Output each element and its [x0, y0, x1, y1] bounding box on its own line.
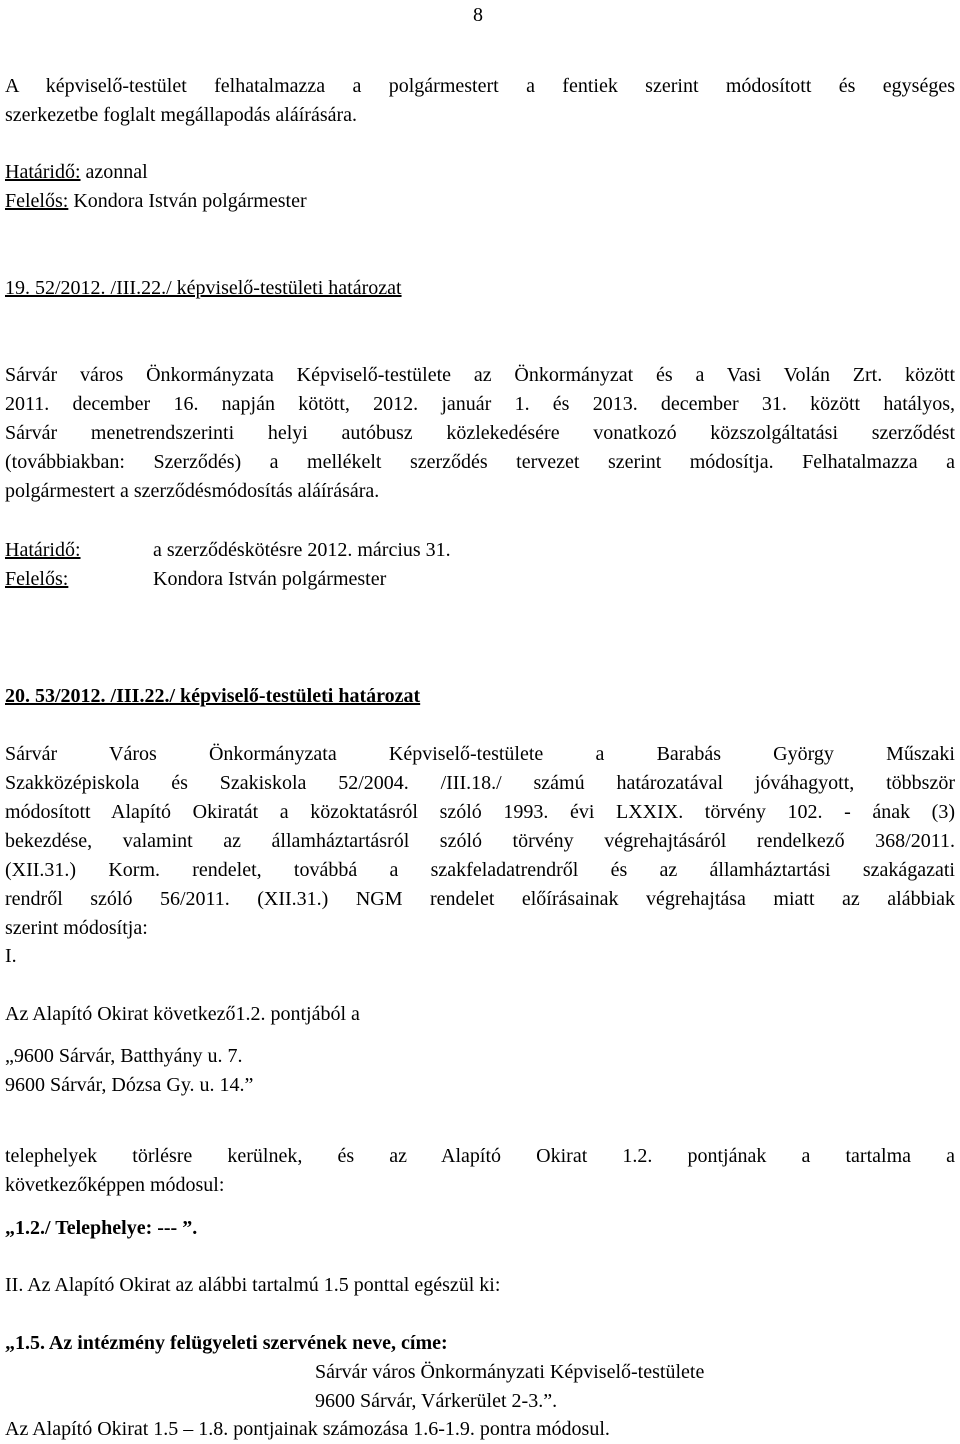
supervisory-body-name	[5, 1358, 955, 1387]
address-line-1: „9600 Sárvár, Batthyány u. 7.	[5, 1045, 243, 1067]
resolution-20-title	[5, 682, 955, 711]
authorization-paragraph	[5, 72, 955, 130]
paragraph-line: bekezdése, valamint az államháztartásról szóló törvény végrehajtásáról rendelkező 368/2011.	[5, 830, 955, 852]
paragraph-line: Sárvár menetrendszerinti helyi autóbusz közlekedésére vonatkozó közszolgáltatási szerződést	[5, 422, 955, 444]
resolution-title-text: 19. 52/2012. /III.22./ képviselő-testületi határozat	[5, 277, 402, 299]
resolution-20-body	[5, 740, 955, 943]
paragraph-line: Sárvár Város Önkormányzata Képviselő-testülete a Barabás György Műszaki	[5, 743, 955, 765]
responsible-row	[5, 565, 955, 594]
supervisory-body-address	[5, 1387, 955, 1416]
deadline-row	[5, 536, 955, 565]
section-ii-heading: „1.5. Az intézmény felügyeleti szervének neve, címe:	[5, 1332, 448, 1354]
paragraph-line: 2011. december 16. napján kötött, 2012. január 1. és 2013. december 31. között hatályos,	[5, 393, 955, 415]
resolution-19-title	[5, 274, 955, 303]
responsible-value: Kondora István polgármester	[153, 568, 387, 590]
address-line-2: 9600 Sárvár, Dózsa Gy. u. 14.”	[5, 1074, 254, 1096]
paragraph-line: telephelyek törlésre kerülnek, és az Alapító Okirat 1.2. pontjának a tartalma a	[5, 1145, 955, 1167]
paragraph-line: (továbbiakban: Szerződés) a mellékelt szerződés tervezet szerint módosítja. Felhatalmazza a	[5, 451, 955, 473]
paragraph-line: polgármestert a szerződésmódosítás aláírására.	[5, 480, 380, 502]
renumbering-line: Az Alapító Okirat 1.5 – 1.8. pontjainak számozása 1.6-1.9. pontra módosul.	[5, 1418, 610, 1440]
responsible-row	[5, 187, 955, 216]
deadline-row	[5, 158, 955, 187]
deadline-label: Határidő:	[5, 539, 81, 561]
telephely-line: „1.2./ Telephelye: --- ”.	[5, 1217, 198, 1239]
paragraph-line: rendről szóló 56/2011. (XII.31.) NGM rendelet előírásainak végrehajtása miatt az alábbiak	[5, 888, 955, 910]
paragraph-line: szerint módosítja:	[5, 917, 148, 939]
supervisory-body-text: Sárvár város Önkormányzati Képviselő-testülete	[315, 1361, 705, 1383]
responsible-value: Kondora István polgármester	[68, 190, 307, 212]
paragraph-line: A képviselő-testület felhatalmazza a polgármestert a fentiek szerint módosított és egységes	[5, 75, 955, 97]
supervisory-address-text: 9600 Sárvár, Várkerület 2-3.”.	[315, 1390, 558, 1412]
responsible-label: Felelős:	[5, 568, 69, 590]
deadline-value: azonnal	[80, 161, 148, 183]
paragraph-line: szerkezetbe foglalt megállapodás aláírására.	[5, 104, 358, 126]
page-number: 8	[473, 4, 483, 26]
paragraph-line: Szakközépiskola és Szakiskola 52/2004. /III.18./ számú határozatával jóváhagyott, többször	[5, 772, 955, 794]
telephely-paragraph	[5, 1142, 955, 1200]
paragraph-line: módosított Alapító Okiratát a közoktatásról szóló 1993. évi LXXIX. törvény 102. - ának (3)	[5, 801, 955, 823]
paragraph-line: (XII.31.) Korm. rendelet, továbbá a szakfeladatrendről és az államháztartási szakágazati	[5, 859, 955, 881]
section-ii-text: II. Az Alapító Okirat az alábbi tartalmú 1.5 ponttal egészül ki:	[5, 1274, 501, 1296]
section-i-number: I.	[5, 945, 17, 967]
paragraph-line: Sárvár város Önkormányzata Képviselő-testülete az Önkormányzat és a Vasi Volán Zrt. között	[5, 364, 955, 386]
deadline-value: a szerződéskötésre 2012. március 31.	[153, 539, 451, 561]
resolution-19-body	[5, 361, 955, 506]
paragraph-line: következőképpen módosul:	[5, 1174, 225, 1196]
deadline-label: Határidő:	[5, 161, 81, 183]
resolution-title-text: 20. 53/2012. /III.22./ képviselő-testületi határozat	[5, 685, 421, 707]
responsible-label: Felelős:	[5, 190, 69, 212]
section-i-intro: Az Alapító Okirat következő1.2. pontjából a	[5, 1003, 360, 1025]
